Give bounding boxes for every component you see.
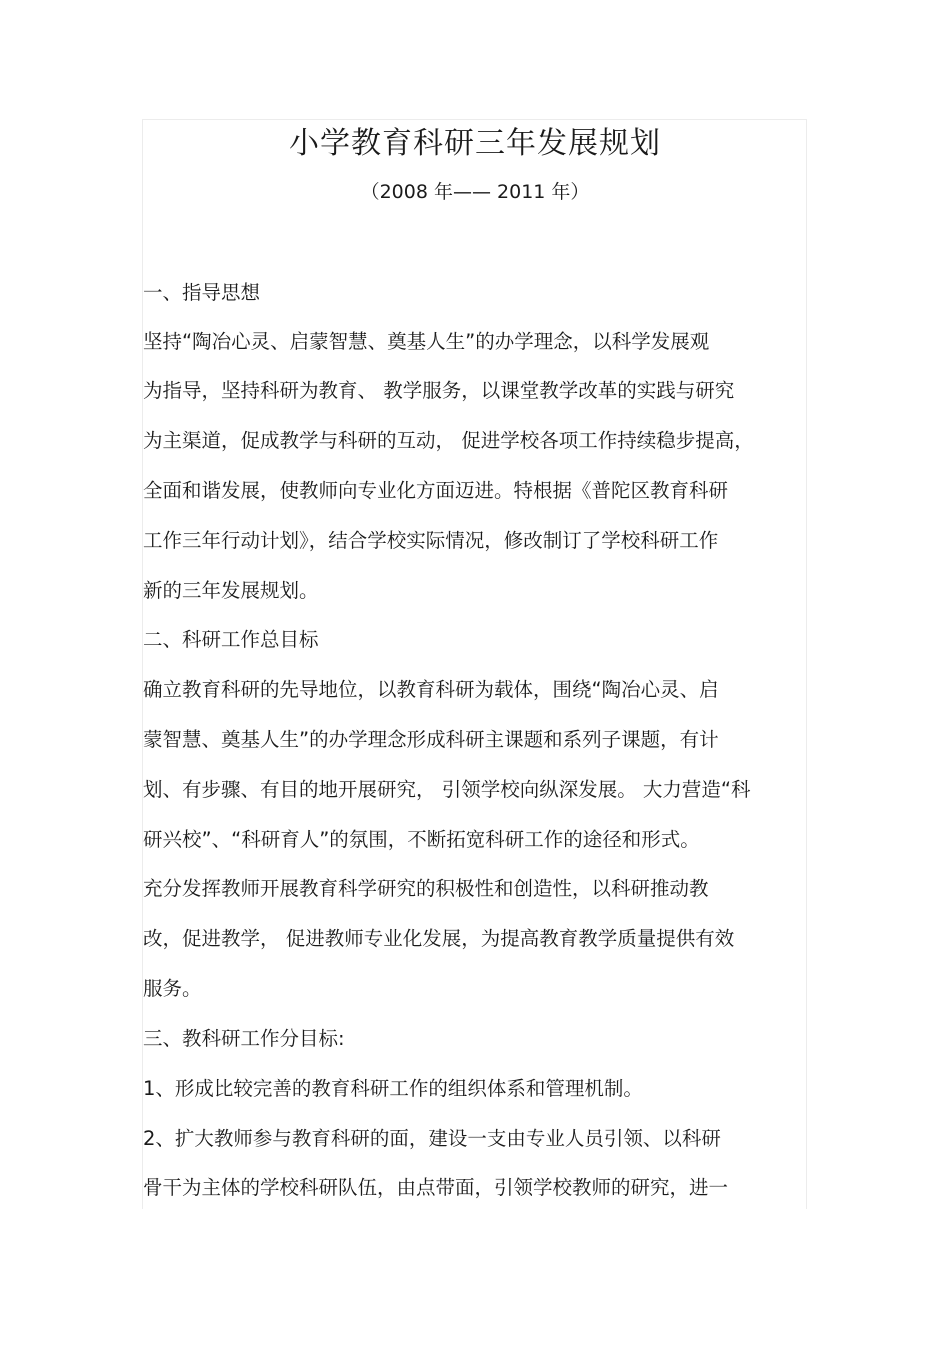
body-line: 服务。 <box>143 977 202 1000</box>
section-heading-guiding-thought: 一、指导思想 <box>143 281 261 304</box>
body-line: 确立教育科研的先导地位，以教育科研为载体，围绕“陶冶心灵、启 <box>143 678 719 701</box>
body-line: 工作三年行动计划》，结合学校实际情况，修改制订了学校科研工作 <box>143 529 719 552</box>
body-line: 研兴校”、“科研育人”的氛围，不断拓宽科研工作的途径和形式。 <box>143 828 700 851</box>
body-line: 坚持“陶冶心灵、启蒙智慧、奠基人生”的办学理念，以科学发展观 <box>143 330 710 353</box>
body-line: 新的三年发展规划。 <box>143 579 319 602</box>
section-heading-overall-goal: 二、科研工作总目标 <box>143 628 319 651</box>
document-subtitle: （2008 年—— 2011 年） <box>360 181 590 203</box>
body-line: 为主渠道，促成教学与科研的互动， 促进学校各项工作持续稳步提高， <box>143 429 754 452</box>
body-line: 为指导，坚持科研为教育、 教学服务，以课堂教学改革的实践与研究 <box>143 379 735 402</box>
section-heading-sub-goals: 三、教科研工作分目标: <box>143 1027 345 1050</box>
body-line: 充分发挥教师开展教育科学研究的积极性和创造性，以科研推动教 <box>143 877 709 900</box>
body-line: 改，促进教学， 促进教师专业化发展，为提高教育教学质量提供有效 <box>143 927 735 950</box>
document-title: 小学教育科研三年发展规划 <box>289 126 661 161</box>
list-item-continuation: 骨干为主体的学校科研队伍，由点带面，引领学校教师的研究，进一 <box>143 1176 729 1199</box>
body-line: 蒙智慧、奠基人生”的办学理念形成科研主课题和系列子课题，有计 <box>143 728 719 751</box>
body-line: 全面和谐发展，使教师向专业化方面迈进。特根据《普陀区教育科研 <box>143 479 729 502</box>
list-item: 2、扩大教师参与教育科研的面，建设一支由专业人员引领、以科研 <box>143 1127 721 1150</box>
body-line: 划、有步骤、有目的地开展研究， 引领学校向纵深发展。 大力营造“科 <box>143 778 751 801</box>
list-item: 1、形成比较完善的教育科研工作的组织体系和管理机制。 <box>143 1077 643 1100</box>
